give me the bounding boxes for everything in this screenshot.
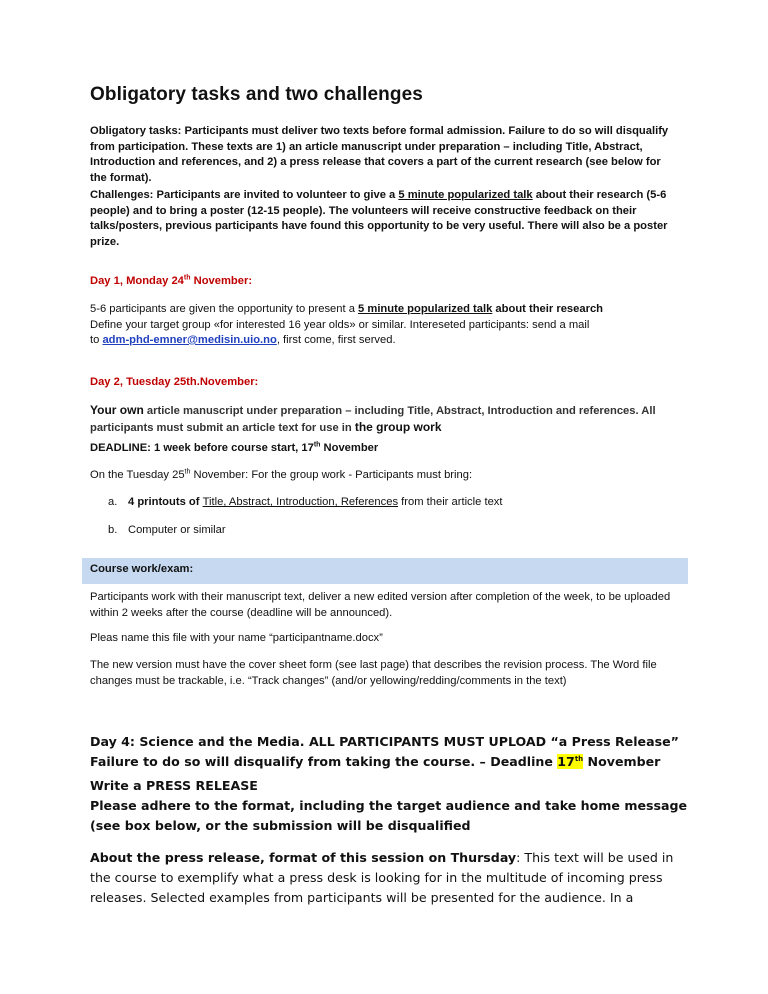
list-item-label: b. <box>108 524 118 536</box>
challenges-paragraph <box>90 188 680 250</box>
day2-intro-lead: Your own <box>90 403 144 417</box>
day1-paragraph <box>90 302 680 349</box>
challenges-text-post: about their research (5-6 people) and to bring a poster (12-15 people). The volunteers will receive constructive feedback on their talks/posters, previous participants have found this opportunity to be very useful. There will also be a poster prize. <box>90 189 668 248</box>
list-item <box>108 496 503 508</box>
day2-intro-rest: article manuscript under preparation – including Title, Abstract, Introduction and references. All participants must submit an article text for use in <box>90 405 656 434</box>
course-work-band <box>82 558 688 584</box>
day2-deadline <box>90 441 680 457</box>
day2-deadline-post: November <box>320 442 379 454</box>
list-item <box>108 524 226 536</box>
day2-bring <box>90 468 680 484</box>
day1-text-to: to <box>90 334 103 346</box>
day2-intro <box>90 403 680 436</box>
email-link[interactable]: adm-phd-emner@medisin.uio.no <box>102 334 277 346</box>
day2-deadline-sup: th <box>313 441 321 449</box>
day4-deadline-day: 17 <box>557 754 575 769</box>
day2-intro-tail: the group work <box>354 419 442 434</box>
list-item-bold: 4 printouts of <box>128 496 203 508</box>
write-press-release: Write a PRESS RELEASE <box>90 778 258 793</box>
day1-heading-post: November: <box>190 275 253 287</box>
day1-heading <box>90 274 680 290</box>
day4-deadline-tail: November <box>583 754 661 769</box>
about-paragraph <box>90 848 690 908</box>
day2-bring-post: November: For the group work - Participants must bring: <box>190 469 473 481</box>
day4-heading-text: Day 4: Science and the Media. ALL PARTICIPANTS MUST UPLOAD “a Press Release” Failure to do so will disqualify from taking the course. – Deadline <box>90 734 679 769</box>
course-paragraph-2: Pleas name this file with your name “participantname.docx” <box>90 632 383 644</box>
course-paragraph-1: Participants work with their manuscript text, deliver a new edited version after completion of the week, to be uploaded within 2 weeks after the course (deadline will be announced). <box>90 591 671 619</box>
page-title: Obligatory tasks and two challenges <box>90 84 423 105</box>
day4-deadline-highlight <box>557 754 583 769</box>
day1-text-bold: about their research <box>492 303 603 315</box>
course-paragraph-3: The new version must have the cover sheet form (see last page) that describes the revision process. The Word file changes must be trackable, i.e. “Track changes” (and/or yellowing/redding/comments in the text) <box>90 659 657 687</box>
list-item-rest: Computer or similar <box>128 524 226 536</box>
day2-bring-text: On the Tuesday 25 <box>90 469 185 481</box>
day4-deadline-sup: th <box>574 754 584 763</box>
day1-text-line2: Define your target group «for interested 16 year olds» or similar. Intereseted participants: send a mail <box>90 318 590 331</box>
about-rest: : This text will be used in the course to exemplify what a press desk is looking for in the multitude of incoming press releases. Selected examples from participants will be presented for the audience. In a <box>90 850 674 905</box>
adhere-paragraph: Please adhere to the format, including the target audience and take home message (see box below, or the submission will be disqualified <box>90 798 688 833</box>
day2-deadline-text: DEADLINE: 1 week before course start, 17 <box>90 442 314 454</box>
list-item-rest: from their article text <box>398 496 503 508</box>
course-work-heading: Course work/exam: <box>90 563 194 575</box>
challenges-talk: 5 minute popularized talk <box>398 189 533 201</box>
day1-talk: 5 minute popularized talk <box>358 303 493 315</box>
day2-heading: Day 2, Tuesday 25th.November: <box>90 376 259 388</box>
day2-bring-sup: th <box>184 468 191 476</box>
list-item-underlined: Title, Abstract, Introduction, References <box>202 496 399 508</box>
day4-heading <box>90 732 690 772</box>
about-bold: About the press release, format of this session on Thursday <box>90 850 517 865</box>
day1-text-end: , first come, first served. <box>276 334 396 346</box>
obligatory-paragraph: Obligatory tasks: Participants must deliver two texts before formal admission. Failure to do so will disqualify from participation. These texts are 1) an article manuscript under preparation – including Title, Abstract, Introduction and references, and 2) a press release that covers a part of the current research (see below for the format). <box>90 125 669 184</box>
list-item-label: a. <box>108 496 118 508</box>
day1-text-pre: 5-6 participants are given the opportunity to present a <box>90 303 359 315</box>
day1-heading-sup: th <box>183 274 191 282</box>
day1-heading-text: Day 1, Monday 24 <box>90 275 184 287</box>
challenges-text-pre: Challenges: Participants are invited to volunteer to give a <box>90 189 399 201</box>
